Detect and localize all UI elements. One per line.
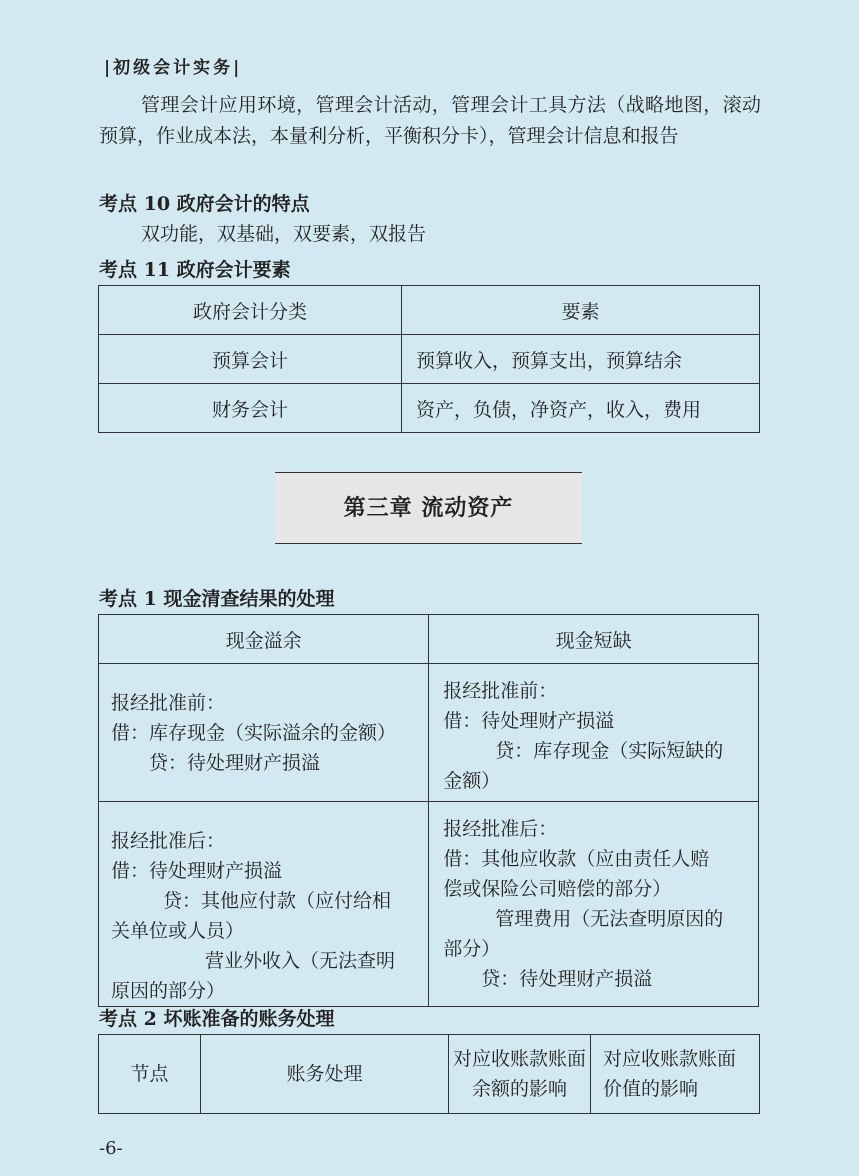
bad-debt-table bbox=[98, 1034, 760, 1114]
cash-check-table bbox=[98, 614, 759, 1007]
kaodian-11-title: 考点 11 政府会计要素 bbox=[99, 259, 291, 281]
table-header-row bbox=[99, 286, 760, 335]
kaodian-10-text: 双功能，双基础，双要素，双报告 bbox=[141, 223, 427, 245]
cell-line: 贷：待处理财产损溢 bbox=[481, 968, 653, 990]
table-cell: 财务会计 bbox=[99, 384, 402, 433]
table-header-row bbox=[99, 1035, 760, 1114]
table-header-row bbox=[99, 615, 759, 664]
cell-line: 贷：库存现金（实际短缺的 bbox=[495, 740, 724, 762]
cell-line: 偿或保险公司赔偿的部分） bbox=[443, 878, 672, 900]
kaodian-2-title: 考点 2 坏账准备的账务处理 bbox=[99, 1008, 335, 1030]
table-cell bbox=[429, 664, 759, 802]
cell-line: 借：待处理财产损溢 bbox=[443, 710, 615, 732]
table-header-cell: 现金溢余 bbox=[99, 615, 429, 664]
page-number: -6- bbox=[99, 1138, 123, 1159]
cell-line: 借：待处理财产损溢 bbox=[111, 860, 283, 882]
cell-line: 贷：待处理财产损溢 bbox=[149, 752, 321, 774]
cell-line: 管理费用（无法查明原因的 bbox=[495, 908, 724, 930]
table-cell bbox=[429, 802, 759, 1007]
table-row bbox=[99, 384, 760, 433]
table-header-cell: 要素 bbox=[402, 286, 760, 335]
cell-line: 关单位或人员） bbox=[111, 920, 245, 942]
kaodian-10-title: 考点 10 政府会计的特点 bbox=[99, 193, 310, 215]
cell-line: 借：其他应收款（应由责任人赔 bbox=[443, 848, 710, 870]
table-header-cell: 节点 bbox=[99, 1035, 201, 1114]
kaodian-1-title: 考点 1 现金清查结果的处理 bbox=[99, 588, 335, 610]
intro-paragraph: 管理会计应用环境，管理会计活动，管理会计工具方法（战略地图，滚动预算，作业成本法，本量利分析，平衡积分卡），管理会计信息和报告 bbox=[99, 94, 761, 147]
cell-line: 营业外收入（无法查明 bbox=[205, 950, 396, 972]
table-cell: 预算收入，预算支出，预算结余 bbox=[402, 335, 760, 384]
table-header-cell: 账务处理 bbox=[201, 1035, 449, 1114]
cell-line: 借：库存现金（实际溢余的金额） bbox=[111, 722, 397, 744]
table-row bbox=[99, 664, 759, 802]
table-cell bbox=[99, 802, 429, 1007]
cell-line: 金额） bbox=[443, 770, 501, 792]
cell-line: 报经批准后： bbox=[111, 830, 226, 852]
table-header-cell: 现金短缺 bbox=[429, 615, 759, 664]
cell-line: 报经批准后： bbox=[443, 818, 558, 840]
table-cell bbox=[99, 664, 429, 802]
table-cell: 预算会计 bbox=[99, 335, 402, 384]
chapter-title: 第三章 流动资产 bbox=[275, 472, 582, 544]
government-accounting-elements-table bbox=[98, 285, 760, 433]
table-header-cell: 政府会计分类 bbox=[99, 286, 402, 335]
table-header-cell: 对应收账款账面价值的影响 bbox=[591, 1035, 760, 1114]
table-cell: 资产，负债，净资产，收入，费用 bbox=[402, 384, 760, 433]
cell-line: 报经批准前： bbox=[443, 680, 558, 702]
cell-line: 报经批准前： bbox=[111, 692, 226, 714]
table-header-cell: 对应收账款账面余额的影响 bbox=[449, 1035, 591, 1114]
running-header: |初级会计实务| bbox=[104, 58, 243, 78]
cell-line: 原因的部分） bbox=[111, 980, 226, 1002]
cell-line: 部分） bbox=[443, 938, 501, 960]
cell-line: 贷：其他应付款（应付给相 bbox=[163, 890, 392, 912]
table-row bbox=[99, 802, 759, 1007]
table-row bbox=[99, 335, 760, 384]
